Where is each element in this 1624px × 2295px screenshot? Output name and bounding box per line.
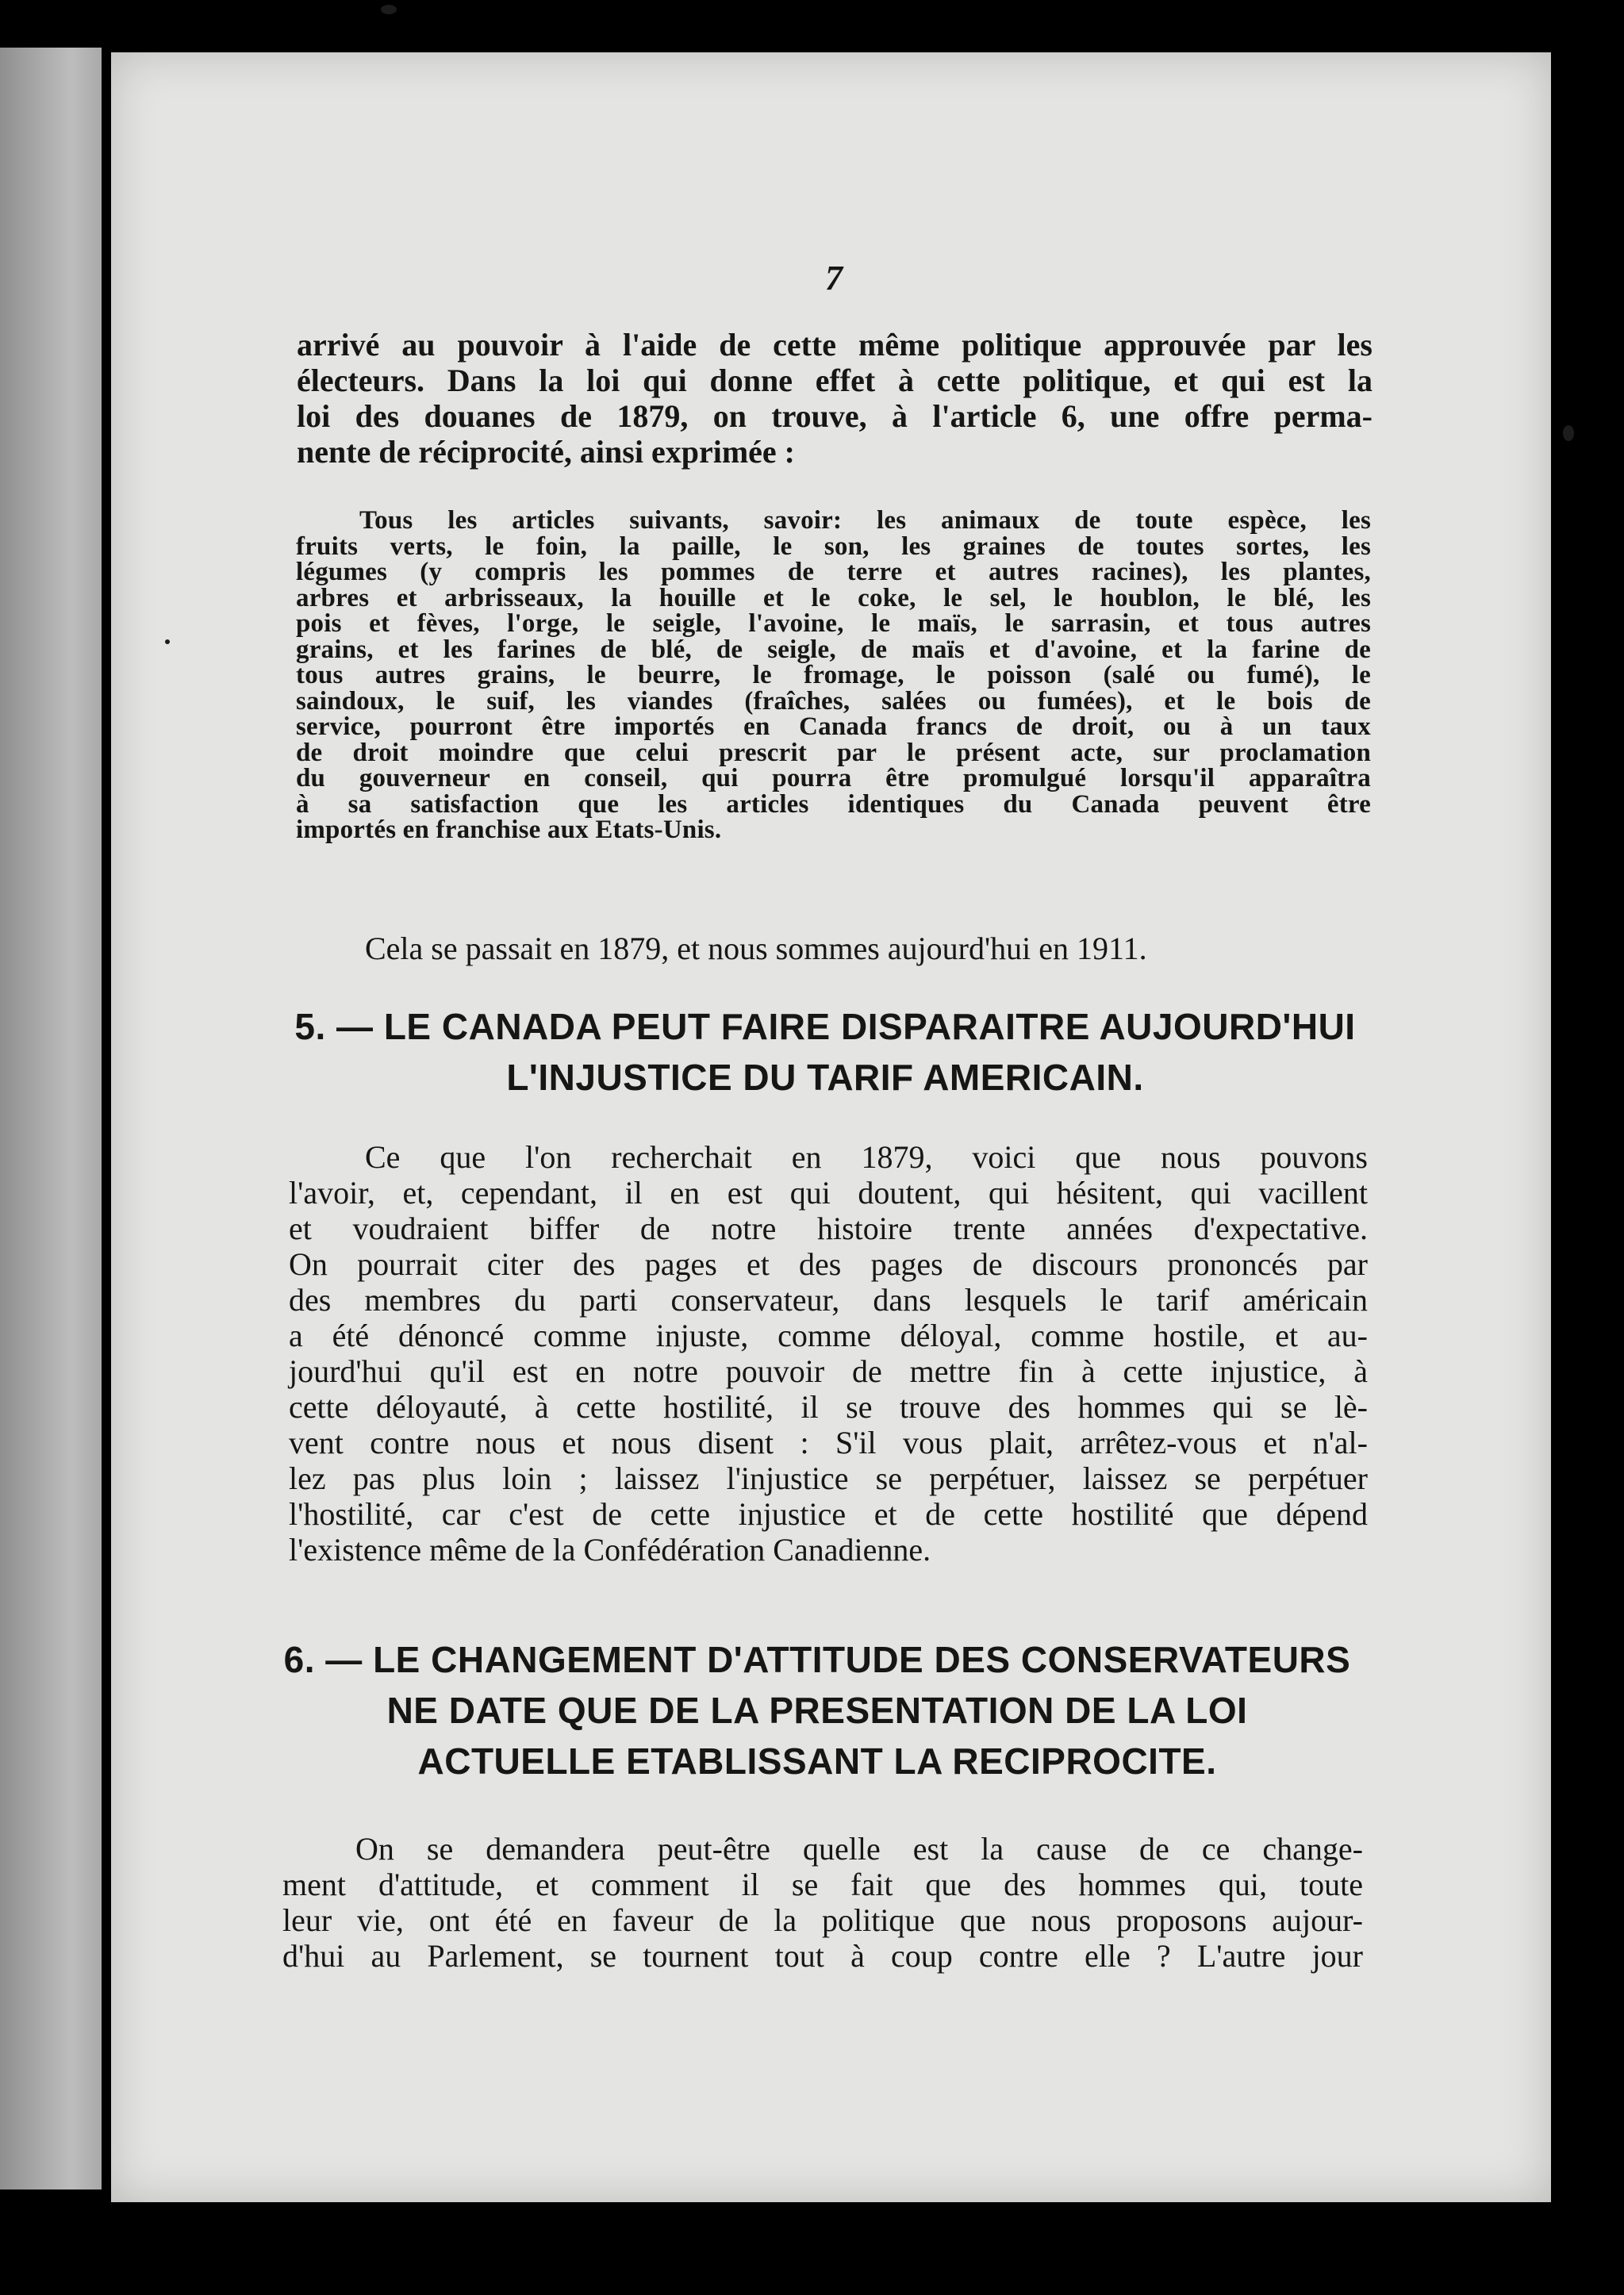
quote-line: arbres et arbrisseaux, la houille et le coke, le sel, le houblon, le blé, les bbox=[296, 583, 1371, 612]
intro-line: arrivé au pouvoir à l'aide de cette même politique approuvée par les bbox=[297, 327, 1373, 363]
quote-line: fruits verts, le foin, la paille, le son, les graines de toutes sortes, les bbox=[296, 532, 1371, 561]
adjacent-page-edge bbox=[0, 48, 102, 2189]
body-line: l'existence même de la Confédération Canadienne. bbox=[289, 1532, 931, 1568]
quote-line: service, pourront être importés en Canada francs de droit, ou à un taux bbox=[296, 712, 1371, 741]
body-line: l'hostilité, car c'est de cette injustice et de cette hostilité que dépend bbox=[289, 1496, 1368, 1532]
body-line: a été dénoncé comme injuste, comme déloyal, comme hostile, et au- bbox=[289, 1318, 1368, 1353]
closing-line: Cela se passait en 1879, et nous sommes aujourd'hui en 1911. bbox=[365, 931, 1147, 966]
body-line: leur vie, ont été en faveur de la politique que nous proposons aujour- bbox=[282, 1902, 1363, 1938]
intro-line: loi des douanes de 1879, on trouve, à l'article 6, une offre perma- bbox=[297, 398, 1373, 434]
heading-line: ACTUELLE ETABLISSANT LA RECIPROCITE. bbox=[417, 1740, 1217, 1782]
quote-line: à sa satisfaction que les articles identiques du Canada peuvent être bbox=[296, 789, 1371, 819]
body-line: d'hui au Parlement, se tournent tout à coup contre elle ? L'autre jour bbox=[282, 1938, 1363, 1974]
quote-line: du gouverneur en conseil, qui pourra être promulgué lorsqu'il apparaîtra bbox=[296, 764, 1371, 793]
quote-line: légumes (y compris les pommes de terre et autres racines), les plantes, bbox=[296, 558, 1371, 586]
section-5-body bbox=[289, 1139, 1368, 1568]
body-line: vent contre nous et nous disent : S'il vous plait, arrêtez-vous et n'al- bbox=[289, 1425, 1368, 1460]
body-line: On se demandera peut-être quelle est la cause de ce change- bbox=[355, 1831, 1363, 1867]
body-line: On pourrait citer des pages et des pages de discours prononcés par bbox=[289, 1246, 1368, 1282]
quote-line: de droit moindre que celui prescrit par le présent acte, sur proclamation bbox=[296, 738, 1371, 767]
page-number: 7 bbox=[825, 259, 843, 297]
intro-paragraph bbox=[297, 327, 1373, 470]
quote-line: grains, et les farines de blé, de seigle, de maïs et d'avoine, et la farine de bbox=[296, 635, 1371, 664]
intro-line: nente de réciprocité, ainsi exprimée : bbox=[297, 434, 795, 470]
quote-line: pois et fèves, l'orge, le seigle, l'avoine, le maïs, le sarrasin, et tous autres bbox=[296, 609, 1371, 638]
quote-line: Tous les articles suivants, savoir: les animaux de toute espèce, les bbox=[359, 506, 1371, 535]
intro-line: électeurs. Dans la loi qui donne effet à cette politique, et qui est la bbox=[297, 363, 1373, 398]
body-line: des membres du parti conservateur, dans lesquels le tarif américain bbox=[289, 1282, 1368, 1318]
section-6-heading bbox=[262, 1634, 1373, 1786]
heading-line: NE DATE QUE DE LA PRESENTATION DE LA LOI bbox=[386, 1690, 1248, 1731]
quote-line: tous autres grains, le beurre, le fromage, le poisson (salé ou fumé), le bbox=[296, 661, 1371, 689]
section-6-body bbox=[282, 1831, 1363, 1974]
quoted-article bbox=[296, 508, 1371, 843]
section-5-heading bbox=[270, 1001, 1380, 1103]
heading-line: 5. — LE CANADA PEUT FAIRE DISPARAITRE AUJOURD'HUI bbox=[294, 1006, 1356, 1047]
quote-line: importés en franchise aux Etats-Unis. bbox=[296, 816, 722, 844]
body-line: et voudraient biffer de notre histoire trente années d'expectative. bbox=[289, 1211, 1368, 1246]
body-line: lez pas plus loin ; laissez l'injustice se perpétuer, laissez se perpétuer bbox=[289, 1460, 1368, 1496]
heading-line: 6. — LE CHANGEMENT D'ATTITUDE DES CONSERVATEURS bbox=[283, 1639, 1351, 1680]
body-line: Ce que l'on recherchait en 1879, voici que nous pouvons bbox=[365, 1139, 1368, 1175]
body-line: jourd'hui qu'il est en notre pouvoir de mettre fin à cette injustice, à bbox=[289, 1353, 1368, 1389]
quote-line: saindoux, le suif, les viandes (fraîches, salées ou fumées), et le bois de bbox=[296, 686, 1371, 716]
body-line: l'avoir, et, cependant, il en est qui doutent, qui hésitent, qui vacillent bbox=[289, 1175, 1368, 1211]
body-line: ment d'attitude, et comment il se fait que des hommes qui, toute bbox=[282, 1867, 1363, 1902]
heading-line: L'INJUSTICE DU TARIF AMERICAIN. bbox=[506, 1057, 1144, 1098]
body-line: cette déloyauté, à cette hostilité, il se trouve des hommes qui se lè- bbox=[289, 1389, 1368, 1425]
